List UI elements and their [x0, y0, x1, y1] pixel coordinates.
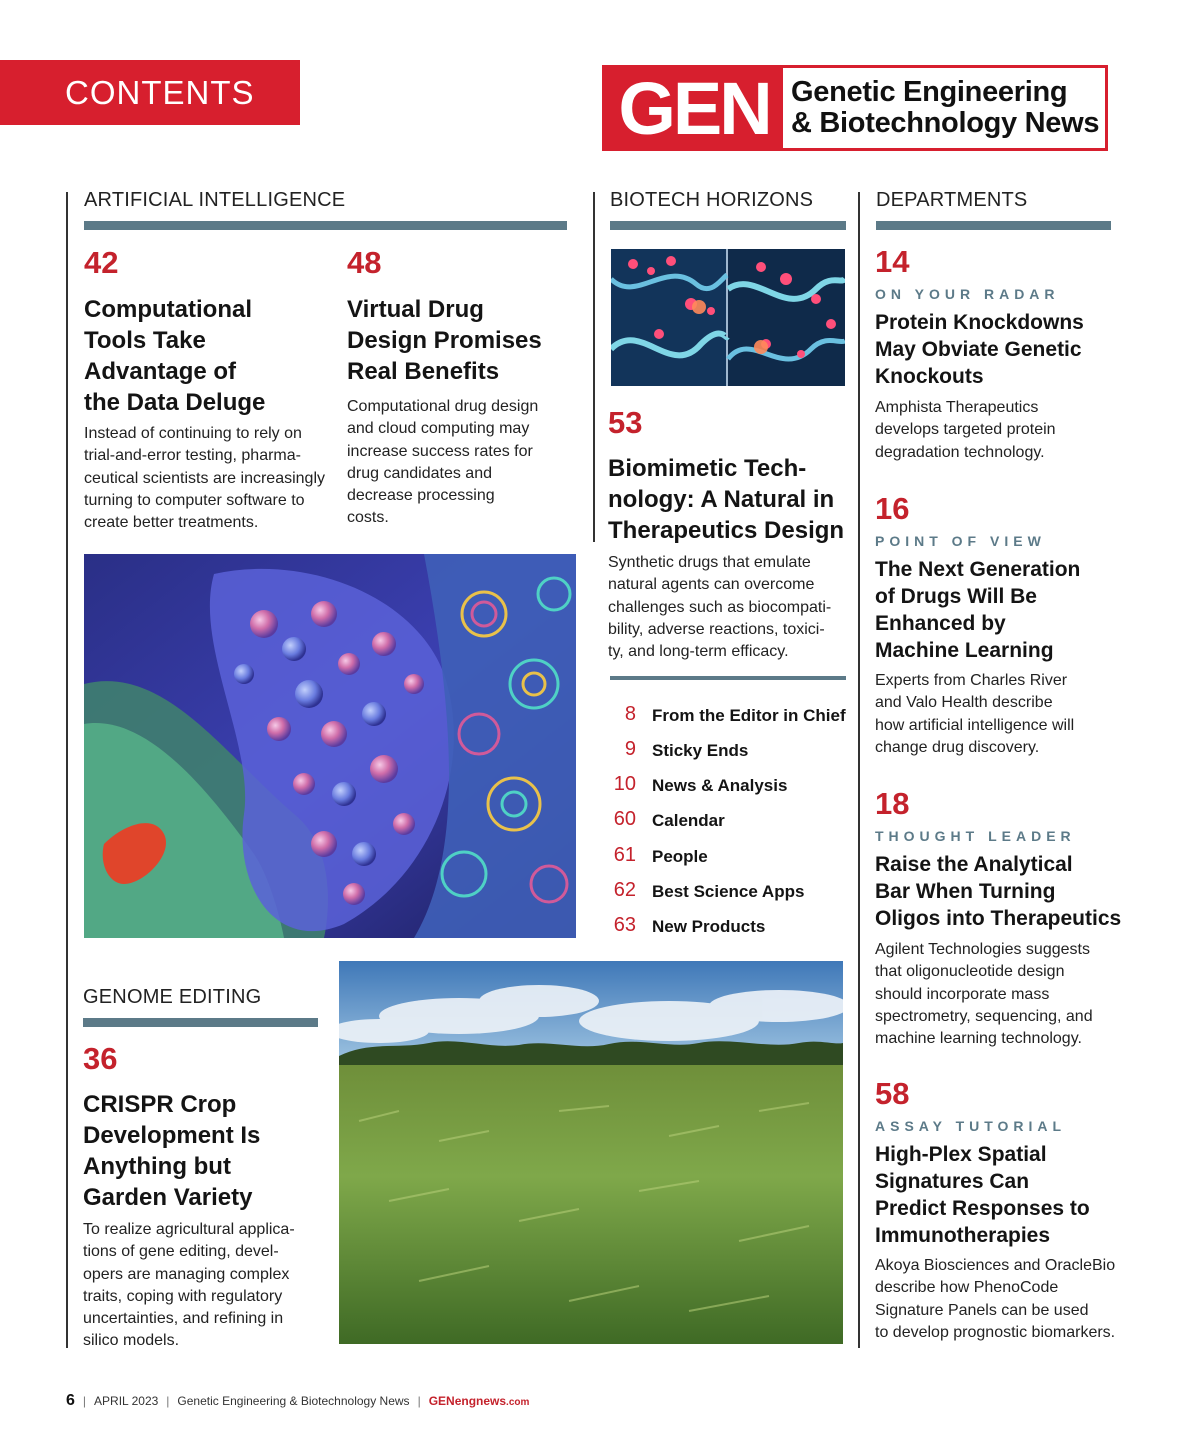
footer-site-link[interactable]: GENengnews.com: [428, 1394, 530, 1408]
column-rule-left: [66, 192, 68, 1348]
story-page-number: 36: [83, 1041, 118, 1076]
logo-mark: GEN: [605, 68, 783, 148]
toc-item[interactable]: [610, 736, 850, 766]
section-label-genome: GENOME EDITING: [83, 986, 262, 1008]
section-bar-genome: [83, 1018, 318, 1027]
contents-banner: [0, 60, 300, 125]
contents-label: CONTENTS: [65, 74, 255, 111]
toc-page-number: 9: [624, 738, 636, 760]
logo-name-line2: & Biotechnology News: [791, 107, 1100, 139]
dept-kicker: ON YOUR RADAR: [875, 286, 1060, 302]
section-label-departments: DEPARTMENTS: [876, 189, 1028, 211]
toc-label: Best Science Apps: [652, 882, 805, 901]
toc-label: News & Analysis: [652, 776, 788, 795]
toc-page-number: 8: [624, 703, 636, 725]
toc-page-number: 60: [613, 808, 636, 830]
dna-illustration: [611, 249, 845, 386]
section-bar-ai: [84, 221, 567, 230]
story-dek: To realize agricultural applica- tions of gene editing, devel- opers are managing complex traits, coping with regulatory uncertainties, and refining in silico models.: [83, 1221, 295, 1350]
dept-title: High-Plex Spatial Signatures Can Predict Responses to Immunotherapies: [875, 1143, 1090, 1247]
column-rule-right: [858, 192, 860, 1348]
toc-page-number: 62: [613, 879, 636, 901]
toc-page-number: 63: [613, 914, 636, 936]
column-rule-middle: [593, 192, 595, 542]
footer-publication: Genetic Engineering & Biotechnology News: [177, 1394, 410, 1408]
dept-page-number: 58: [875, 1076, 910, 1111]
section-bar-departments: [876, 221, 1111, 230]
toc-item[interactable]: [610, 877, 850, 907]
dept-title: The Next Generation of Drugs Will Be Enhanced by Machine Learning: [875, 558, 1081, 662]
dept-item-on-your-radar[interactable]: [875, 244, 1115, 464]
toc-label: New Products: [652, 917, 766, 936]
story-biomimetic[interactable]: [608, 405, 848, 663]
toc-item[interactable]: [610, 701, 850, 731]
story-dek: Synthetic drugs that emulate natural agents can overcome challenges such as biocompati- bility, adverse reactions, toxici- ty, and long-term efficacy.: [608, 554, 832, 661]
toc-label: Sticky Ends: [652, 741, 749, 760]
story-title: Virtual Drug Design Promises Real Benefits: [347, 296, 542, 385]
dept-dek: Akoya Biosciences and OracleBio describe how PhenoCode Signature Panels can be used to develop prognostic biomarkers.: [875, 1257, 1116, 1341]
story-title: Biomimetic Tech- nology: A Natural in Therapeutics Design: [608, 455, 845, 544]
toc-item[interactable]: [610, 842, 850, 872]
dept-kicker: POINT OF VIEW: [875, 533, 1046, 549]
story-crispr-crop[interactable]: [83, 1041, 323, 1353]
story-page-number: 42: [84, 245, 119, 280]
dept-dek: Amphista Therapeutics develops targeted protein degradation technology.: [875, 399, 1056, 461]
story-page-number: 48: [347, 245, 382, 280]
section-label-biotech: BIOTECH HORIZONS: [610, 189, 814, 211]
crop-field-photo: [339, 961, 843, 1344]
toc-divider: [610, 676, 846, 680]
footer-date: APRIL 2023: [94, 1394, 159, 1408]
dept-title: Protein Knockdowns May Obviate Genetic Knockouts: [875, 311, 1084, 388]
toc-item[interactable]: [610, 771, 850, 801]
story-dek: Computational drug design and cloud computing may increase success rates for drug candidates and decrease processing costs.: [347, 398, 539, 527]
dept-item-assay-tutorial[interactable]: [875, 1076, 1115, 1344]
dept-page-number: 14: [875, 244, 910, 279]
dept-kicker: ASSAY TUTORIAL: [875, 1118, 1067, 1134]
logo-name-line1: Genetic Engineering: [791, 76, 1068, 108]
dept-dek: Experts from Charles River and Valo Health describe how artificial intelligence will change drug discovery.: [875, 672, 1075, 756]
story-ai-virtual-drug[interactable]: [347, 245, 577, 530]
dept-title: Raise the Analytical Bar When Turning Oligos into Therapeutics: [875, 853, 1122, 930]
dept-item-thought-leader[interactable]: [875, 786, 1122, 1050]
toc-page-number: 61: [613, 844, 636, 866]
story-dek: Instead of continuing to rely on trial-and-error testing, pharma- ceutical scientists are increasingly turning to computer software to create better treatments.: [84, 425, 325, 532]
dept-page-number: 16: [875, 491, 910, 526]
toc-label: Calendar: [652, 811, 725, 830]
story-title: Computational Tools Take Advantage of the Data Deluge: [84, 296, 266, 416]
page-footer: 6 | APRIL 2023 | Genetic Engineering & Biotechnology News | GENengnews.com: [66, 1392, 530, 1409]
molecular-illustration: [84, 554, 576, 938]
dept-kicker: THOUGHT LEADER: [875, 828, 1076, 844]
dept-page-number: 18: [875, 786, 910, 821]
story-page-number: 53: [608, 405, 643, 440]
toc-label: People: [652, 847, 708, 866]
section-bar-biotech: [610, 221, 846, 230]
dept-item-point-of-view[interactable]: [875, 491, 1115, 759]
gen-logo: [602, 65, 1108, 151]
toc-item[interactable]: [610, 806, 850, 836]
story-ai-computational[interactable]: [84, 245, 329, 534]
dept-dek: Agilent Technologies suggests that oligonucleotide design should incorporate mass spectrometry, sequencing, and machine learning technology.: [875, 941, 1093, 1048]
story-title: CRISPR Crop Development Is Anything but Garden Variety: [83, 1091, 261, 1211]
section-label-ai: ARTIFICIAL INTELLIGENCE: [84, 189, 346, 211]
footer-page-number: 6: [66, 1392, 75, 1409]
toc-page-number: 10: [613, 773, 636, 795]
toc-item[interactable]: [610, 912, 850, 942]
toc-label: From the Editor in Chief: [652, 706, 846, 725]
